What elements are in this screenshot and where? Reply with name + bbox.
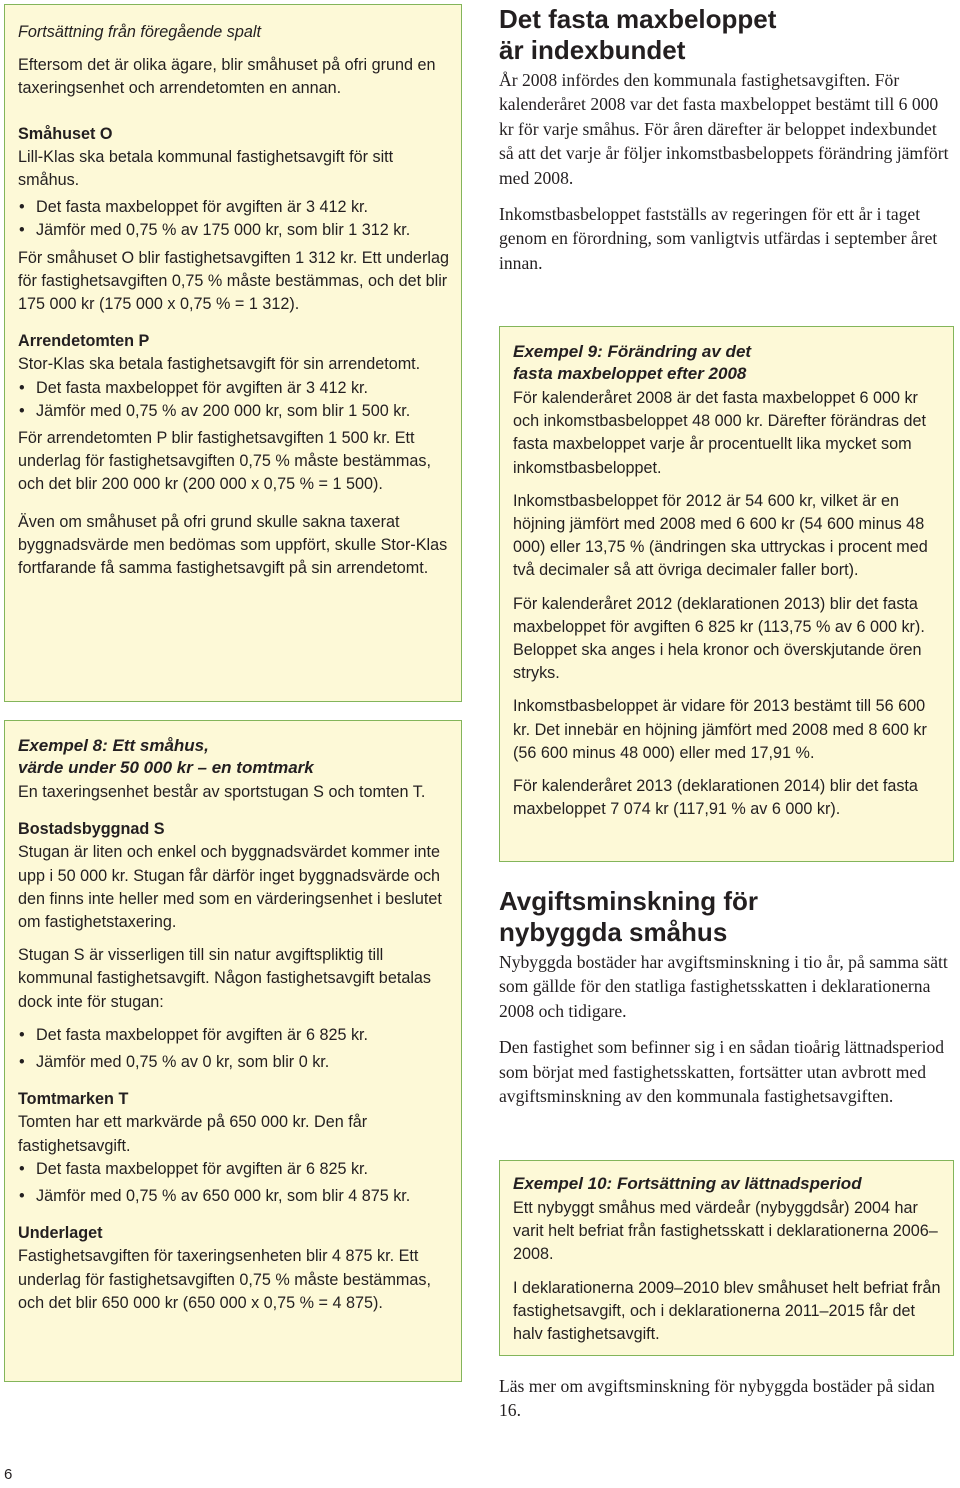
example-9-paragraph-3: För kalenderåret 2012 (deklarationen 2013) blir det fasta maxbeloppet för avgiften 6 825 kr (113,75 % av 6 000 kr). Beloppet ska anges i hela kronor och överskjutande ören stryks. [513, 594, 925, 683]
title-line: fasta maxbeloppet efter 2008 [513, 364, 747, 383]
index-paragraph-1: År 2008 infördes den kommunala fastighetsavgiften. För kalenderåret 2008 var det fasta maxbeloppet bestämt till 6 000 kr för varje småhus. För åren därefter är beloppet indexbundet så att det varje år följer inkomstbasbeloppets förändring jämfört med 2008. [499, 70, 949, 188]
title-line: Exempel 9: Förändring av det [513, 342, 752, 361]
arrende-result: För arrendetomten P blir fastighetsavgiften 1 500 kr. Ett underlag för fastighetsavgiften 0,75 % måste bestämmas, och det blir 200 000 kr (200 000 x 0,75 % = 1 500). [18, 429, 432, 494]
example-9-paragraph-1: För kalenderåret 2008 är det fasta maxbeloppet 6 000 kr och inkomstbasbeloppet 48 000 kr. Därefter förändras det fasta maxbeloppet varje år procentuellt lika mycket som inkomstbasbeloppet. [513, 389, 927, 477]
section-index [499, 4, 954, 275]
example-10-title: Exempel 10: Fortsättning av lättnadsperiod [513, 1174, 862, 1193]
title-line: värde under 50 000 kr – en tomtmark [18, 758, 314, 777]
example-9-paragraph-4: Inkomstbasbeloppet är vidare för 2013 bestämt till 56 600 kr. Det innebär en höjning jämfört med 2008 med 8 600 kr (56 600 minus 48 000) eller med 17,91 %. [513, 697, 927, 762]
intro-paragraph: Eftersom det är olika ägare, blir småhuset på ofri grund en taxeringsenhet och arrendetomten en annan. [18, 56, 436, 98]
example-9-title [513, 341, 941, 385]
section-heading-nybygg [499, 886, 954, 948]
smahus-result: För småhuset O blir fastighetsavgiften 1 312 kr. Ett underlag för fastighetsavgiften 0,75 % måste bestämmas, och det blir 175 000 kr (175 000 x 0,75 % = 1 312). [18, 248, 449, 314]
example-8-box [4, 720, 462, 1382]
list-item: • Jämför med 0,75 % av 0 kr, som blir 0 kr. [18, 1051, 449, 1074]
list-item: • Det fasta maxbeloppet för avgiften är 6 825 kr. [18, 1024, 449, 1047]
list-item: • Jämför med 0,75 % av 175 000 kr, som blir 1 312 kr. [18, 219, 449, 242]
continuation-box [4, 4, 462, 702]
section-heading-underlag: Underlaget [18, 1224, 103, 1243]
bostad-paragraph-2: Stugan S är visserligen till sin natur avgiftspliktig till kommunal fastighetsavgift. Någon fastighetsavgift betalas dock inte för stugan: [18, 946, 432, 1011]
section-heading-tomt: Tomtmarken T [18, 1090, 129, 1109]
closing-paragraph: Även om småhuset på ofri grund skulle sakna taxerat byggnadsvärde men bedömas som uppfört, skulle Stor-Klas fortfarande få samma fastighetsavgift på sin arrendetomt. [18, 512, 448, 578]
example-8-title [18, 735, 449, 779]
list-item: • Jämför med 0,75 % av 650 000 kr, som blir 4 875 kr. [18, 1185, 449, 1208]
page-number: 6 [4, 1466, 13, 1483]
tomt-text: Tomten har ett markvärde på 650 000 kr. Den får fastighetsavgift. [18, 1113, 368, 1155]
bostad-bullets [18, 1024, 449, 1074]
list-item: • Det fasta maxbeloppet för avgiften är 6 825 kr. [18, 1158, 449, 1181]
tomt-bullets [18, 1158, 449, 1208]
continuation-note: Fortsättning från föregående spalt [18, 23, 261, 41]
heading-line: Det fasta maxbeloppet [499, 4, 777, 34]
example-9-box [499, 326, 954, 862]
nybygg-paragraph-1: Nybyggda bostäder har avgiftsminskning i tio år, på samma sätt som gällde för den statliga fastighetsskatten i deklarationerna 2008 och tidigare. [499, 952, 948, 1021]
arrende-bullets [18, 377, 449, 423]
example-8-intro: En taxeringsenhet består av sportstugan S och tomten T. [18, 783, 426, 801]
underlag-text: Fastighetsavgiften för taxeringsenheten blir 4 875 kr. Ett underlag för fastighetsavgiften 0,75 % måste bestämmas, och det blir 650 000 kr (650 000 x 0,75 % = 4 875). [18, 1247, 432, 1312]
list-item: • Det fasta maxbeloppet för avgiften är 3 412 kr. [18, 377, 449, 400]
section-heading-index [499, 4, 954, 66]
arrende-text: Stor-Klas ska betala fastighetsavgift för sin arrendetomt. [18, 355, 421, 374]
title-line: Exempel 8: Ett småhus, [18, 736, 209, 755]
heading-line: är indexbundet [499, 35, 686, 65]
section-heading-bostad: Bostadsbyggnad S [18, 820, 165, 839]
list-item: • Det fasta maxbeloppet för avgiften är 3 412 kr. [18, 196, 449, 219]
example-9-paragraph-2: Inkomstbasbeloppet för 2012 är 54 600 kr, vilket är en höjning jämfört med 2008 med 6 600 kr (54 600 minus 48 000) eller 13,75 % (ändringen ska uttryckas i procent med två decimaler så att övriga decimaler faller bort). [513, 491, 928, 580]
footer-note: Läs mer om avgiftsminskning för nybyggda bostäder på sidan 16. [499, 1376, 935, 1421]
nybygg-paragraph-2: Den fastighet som befinner sig i en sådan tioårig lättnadsperiod som börjat med fastighetsskatten, fortsätter utan avbrott med avgiftsminskning av den kommunala fastighetsavgiften. [499, 1037, 945, 1107]
section-nybygg [499, 886, 954, 1108]
heading-line: Avgiftsminskning för [499, 886, 759, 916]
example-9-paragraph-5: För kalenderåret 2013 (deklarationen 2014) blir det fasta maxbeloppet 7 074 kr (117,91 % av 6 000 kr). [513, 777, 918, 819]
example-10-paragraph-2: I deklarationerna 2009–2010 blev småhuset helt befriat från fastighetsavgift, och i deklarationerna 2011–2015 får det halv fastighetsavgift. [513, 1278, 941, 1344]
bostad-paragraph-1: Stugan är liten och enkel och byggnadsvärdet kommer inte upp i 50 000 kr. Stugan får därför inget byggnadsvärde och den finns inte heller med som en värderingsenhet i beslutet om fastighetstaxering. [18, 843, 442, 932]
example-10-paragraph-1: Ett nybyggt småhus med värdeår (nybyggdsår) 2004 har varit helt befriat från fastighetsskatt i deklarationerna 2006–2008. [513, 1199, 938, 1264]
section-heading-arrende: Arrendetomten P [18, 332, 150, 351]
section-heading-smahus: Småhuset O [18, 124, 113, 143]
index-paragraph-2: Inkomstbasbeloppet fastställs av regeringen för ett år i taget genom en förordning, som vanligtvis utfärdas i september året innan. [499, 204, 938, 273]
list-item: • Jämför med 0,75 % av 200 000 kr, som blir 1 500 kr. [18, 400, 449, 423]
smahus-text: Lill-Klas ska betala kommunal fastighetsavgift för sitt småhus. [18, 147, 394, 190]
heading-line: nybyggda småhus [499, 917, 728, 947]
example-10-box [499, 1160, 954, 1356]
smahus-bullets [18, 196, 449, 242]
